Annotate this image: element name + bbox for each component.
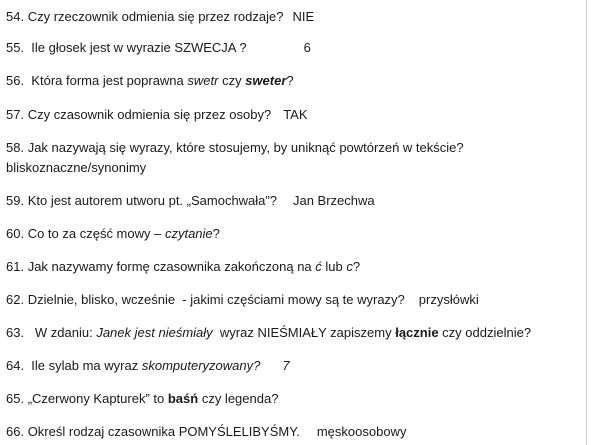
- question-number: 58.: [6, 140, 25, 155]
- question-58-answer: [6, 159, 146, 177]
- bold-term: łącznie: [395, 325, 439, 340]
- question-text: Określ rodzaj czasownika POMYŚLELIBYŚMY.: [24, 424, 300, 439]
- page-edge-line: [586, 0, 587, 445]
- italic-term: c: [346, 259, 353, 274]
- question-number: 66.: [6, 424, 25, 439]
- question-text: Która forma jest poprawna: [24, 73, 188, 88]
- answer-text: NIE: [292, 9, 315, 24]
- question-text: W zdaniu:: [24, 325, 97, 340]
- answer-text: Jan Brzechwa: [292, 193, 375, 208]
- question-66: [6, 423, 406, 441]
- italic-term: czytanie: [164, 226, 213, 241]
- question-text: Czy czasownik odmienia się przez osoby?: [24, 107, 272, 122]
- question-text: lub: [321, 259, 347, 274]
- question-text: ?: [286, 73, 294, 88]
- question-number: 56.: [6, 73, 25, 88]
- question-text: czy oddzielnie?: [438, 325, 532, 340]
- italic-term: ć: [315, 259, 322, 274]
- question-text: Ile sylab ma wyraz: [24, 358, 142, 373]
- question-text: Kto jest autorem utworu pt. „Samochwała”?: [24, 193, 277, 208]
- question-58: [6, 139, 464, 157]
- question-number: 62.: [6, 292, 25, 307]
- question-text: Ile głosek jest w wyrazie SZWECJA ?: [24, 40, 247, 55]
- question-text: Co to za część mowy –: [24, 226, 165, 241]
- question-62: [6, 291, 479, 309]
- question-text: Dzielnie, blisko, wcześnie - jakimi częściami mowy są te wyrazy?: [24, 292, 405, 307]
- question-57: [6, 106, 308, 124]
- question-number: 65.: [6, 391, 25, 406]
- question-text: czy legenda?: [198, 391, 279, 406]
- question-text: Czy rzeczownik odmienia się przez rodzaje?: [24, 9, 284, 24]
- answer-text: bliskoznaczne/synonimy: [6, 160, 147, 175]
- question-65: [6, 390, 278, 408]
- question-number: 54.: [6, 9, 25, 24]
- question-text: ?: [352, 259, 361, 274]
- answer-text: męskoosobowy: [316, 424, 407, 439]
- question-55: [6, 39, 311, 57]
- question-text: „Czerwony Kapturek” to: [24, 391, 168, 406]
- answer-text: 6: [303, 40, 311, 55]
- question-number: 57.: [6, 107, 25, 122]
- question-text: ?: [212, 226, 220, 241]
- question-56: [6, 72, 294, 90]
- question-54: [6, 8, 314, 26]
- question-text: Jak nazywają się wyrazy, które stosujemy, by uniknąć powtórzeń w tekście?: [24, 140, 464, 155]
- question-64: [6, 357, 290, 375]
- question-text: czy: [218, 73, 246, 88]
- italic-term: swetr: [187, 73, 219, 88]
- question-number: 59.: [6, 193, 25, 208]
- italic-term: Janek jest nieśmiały: [96, 325, 213, 340]
- bold-italic-term: sweter: [245, 73, 287, 88]
- bold-term: baśń: [167, 391, 199, 406]
- question-59: [6, 192, 375, 210]
- question-number: 63.: [6, 325, 25, 340]
- question-number: 60.: [6, 226, 25, 241]
- question-63: [6, 324, 531, 342]
- italic-term: skomputeryzowany?: [141, 358, 261, 373]
- answer-text: TAK: [283, 107, 308, 122]
- question-text: wyraz NIEŚMIAŁY zapiszemy: [212, 325, 396, 340]
- question-number: 61.: [6, 259, 25, 274]
- question-60: [6, 225, 220, 243]
- question-number: 64.: [6, 358, 25, 373]
- question-number: 55.: [6, 40, 25, 55]
- question-text: Jak nazywamy formę czasownika zakończoną na: [24, 259, 316, 274]
- answer-text: 7: [282, 358, 290, 373]
- answer-text: przysłówki: [418, 292, 479, 307]
- question-61: [6, 258, 360, 276]
